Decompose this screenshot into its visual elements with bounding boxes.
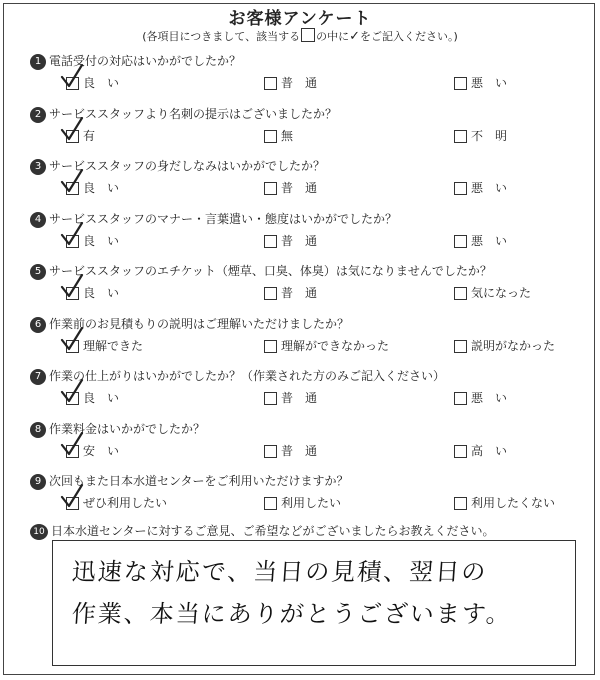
handwritten-check-icon bbox=[60, 327, 84, 351]
question-text: サービススタッフのエチケット（煙草、口臭、体臭）は気になりませんでしたか？ bbox=[49, 264, 492, 278]
option-label: 普 通 bbox=[281, 181, 318, 195]
option-2[interactable] bbox=[264, 442, 317, 458]
option-label: 良 い bbox=[83, 391, 120, 405]
option-2[interactable] bbox=[264, 494, 341, 510]
option-label: 普 通 bbox=[281, 444, 318, 458]
option-label: 悪 い bbox=[471, 76, 508, 90]
instruction-tick-icon: ✓ bbox=[349, 29, 360, 44]
checkbox-icon[interactable] bbox=[264, 497, 277, 510]
option-label: 不 明 bbox=[471, 129, 508, 143]
option-3[interactable] bbox=[454, 337, 555, 353]
option-2[interactable] bbox=[264, 389, 317, 405]
option-label: 悪 い bbox=[471, 181, 508, 195]
option-2[interactable] bbox=[264, 74, 317, 90]
question-text: 電話受付の対応はいかがでしたか？ bbox=[49, 54, 242, 68]
handwritten-answer-line-1: 迅速な対応で、当日の見積、翌日の bbox=[70, 558, 489, 586]
option-label: 普 通 bbox=[281, 234, 318, 248]
option-2[interactable] bbox=[264, 232, 317, 248]
question-6 bbox=[30, 315, 590, 363]
handwritten-check-icon bbox=[60, 274, 84, 298]
question-3 bbox=[30, 157, 590, 205]
question-9 bbox=[30, 472, 590, 520]
option-label: 有 bbox=[83, 129, 96, 143]
question-text: 作業前のお見積もりの説明はご理解いただけましたか？ bbox=[49, 317, 350, 331]
option-label: 高 い bbox=[471, 444, 508, 458]
option-3[interactable] bbox=[454, 442, 507, 458]
question-text: サービススタッフより名刺の提示はございましたか？ bbox=[49, 107, 338, 121]
option-label: 普 通 bbox=[281, 76, 318, 90]
checkbox-icon[interactable] bbox=[454, 497, 467, 510]
checkbox-icon[interactable] bbox=[264, 182, 277, 195]
option-label: 無 bbox=[281, 129, 294, 143]
question-5 bbox=[30, 262, 590, 310]
option-2[interactable] bbox=[264, 127, 293, 143]
option-label: 気になった bbox=[471, 286, 532, 300]
instruction-middle: の中に bbox=[316, 30, 350, 43]
question-number: 3 bbox=[30, 159, 46, 175]
option-label: 良 い bbox=[83, 181, 120, 195]
question-4 bbox=[30, 210, 590, 258]
checkbox-icon[interactable] bbox=[454, 182, 467, 195]
handwritten-check-icon bbox=[60, 432, 84, 456]
handwritten-check-icon bbox=[60, 169, 84, 193]
checkbox-icon[interactable] bbox=[454, 392, 467, 405]
option-label: 良 い bbox=[83, 234, 120, 248]
question-number: 1 bbox=[30, 54, 46, 70]
checkbox-icon[interactable] bbox=[264, 287, 277, 300]
handwritten-check-icon bbox=[60, 484, 84, 508]
handwritten-check-icon bbox=[60, 379, 84, 403]
question-1 bbox=[30, 52, 590, 100]
handwritten-check-icon bbox=[60, 64, 84, 88]
option-3[interactable] bbox=[454, 74, 507, 90]
survey-title: お客様アンケート bbox=[228, 9, 372, 29]
checkbox-icon[interactable] bbox=[454, 340, 467, 353]
option-3[interactable] bbox=[454, 494, 555, 510]
option-label: 良 い bbox=[83, 286, 120, 300]
question-number: 4 bbox=[30, 212, 46, 228]
option-label: 悪 い bbox=[471, 391, 508, 405]
checkbox-icon[interactable] bbox=[264, 392, 277, 405]
handwritten-answer-line-2: 作業、本当にありがとうございます。 bbox=[70, 600, 513, 628]
question-number: 2 bbox=[30, 107, 46, 123]
option-label: 普 通 bbox=[281, 391, 318, 405]
option-3[interactable] bbox=[454, 389, 507, 405]
option-label: 悪 い bbox=[471, 234, 508, 248]
option-3[interactable] bbox=[454, 127, 507, 143]
option-label: 理解ができなかった bbox=[281, 339, 390, 353]
option-label: ぜひ利用したい bbox=[83, 496, 168, 510]
option-label: 普 通 bbox=[281, 286, 318, 300]
question-text: サービススタッフのマナー・言葉遣い・態度はいかがでしたか？ bbox=[49, 212, 398, 226]
handwritten-check-icon bbox=[60, 117, 84, 141]
option-label: 利用したい bbox=[281, 496, 342, 510]
option-label: 安 い bbox=[83, 444, 120, 458]
option-3[interactable] bbox=[454, 232, 507, 248]
checkbox-icon[interactable] bbox=[264, 235, 277, 248]
question-number: 5 bbox=[30, 264, 46, 280]
question-text: サービススタッフの身だしなみはいかがでしたか？ bbox=[49, 159, 326, 173]
question-2 bbox=[30, 105, 590, 153]
question-8 bbox=[30, 420, 590, 468]
handwritten-check-icon bbox=[60, 222, 84, 246]
option-label: 利用したくない bbox=[471, 496, 556, 510]
checkbox-icon[interactable] bbox=[454, 287, 467, 300]
option-2[interactable] bbox=[264, 179, 317, 195]
question-number: 10 bbox=[30, 524, 48, 540]
checkbox-icon[interactable] bbox=[454, 235, 467, 248]
question-number: 7 bbox=[30, 369, 46, 385]
checkbox-icon[interactable] bbox=[454, 130, 467, 143]
option-2[interactable] bbox=[264, 337, 389, 353]
checkbox-icon[interactable] bbox=[264, 130, 277, 143]
instruction-box-icon bbox=[301, 28, 315, 42]
option-label: 理解できた bbox=[83, 339, 144, 353]
instruction-before: (各項目につきまして、該当する bbox=[142, 30, 301, 43]
checkbox-icon[interactable] bbox=[264, 77, 277, 90]
option-label: 説明がなかった bbox=[471, 339, 556, 353]
question-number: 9 bbox=[30, 474, 46, 490]
checkbox-icon[interactable] bbox=[454, 77, 467, 90]
question-number: 6 bbox=[30, 317, 46, 333]
question-text: 次回もまた日本水道センターをご利用いただけますか？ bbox=[49, 474, 349, 488]
option-2[interactable] bbox=[264, 284, 317, 300]
option-label: 良 い bbox=[83, 76, 120, 90]
question-text: 作業の仕上がりはいかがでしたか？（作業された方のみご記入ください） bbox=[49, 369, 446, 383]
instruction-after: をご記入ください。) bbox=[359, 30, 458, 43]
question-text: 日本水道センターに対するご意見、ご希望などがございましたらお教えください。 bbox=[51, 524, 495, 538]
instruction-line bbox=[0, 28, 600, 44]
question-7 bbox=[30, 367, 590, 415]
option-3[interactable] bbox=[454, 284, 531, 300]
question-number: 8 bbox=[30, 422, 46, 438]
checkbox-icon[interactable] bbox=[264, 340, 277, 353]
question-text: 作業料金はいかがでしたか？ bbox=[49, 422, 206, 436]
checkbox-icon[interactable] bbox=[264, 445, 277, 458]
option-3[interactable] bbox=[454, 179, 507, 195]
checkbox-icon[interactable] bbox=[454, 445, 467, 458]
